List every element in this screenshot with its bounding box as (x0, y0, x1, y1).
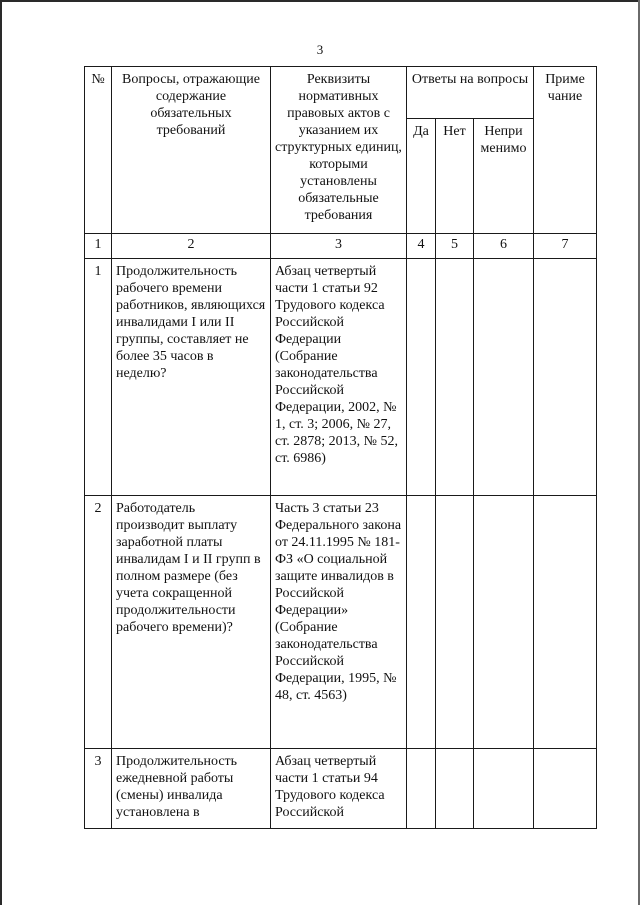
column-index-3: 3 (271, 234, 407, 259)
header-row-top (85, 67, 597, 119)
answer-yes-cell (407, 496, 436, 749)
table-row (85, 749, 597, 829)
note-cell (534, 749, 597, 829)
row-number: 3 (85, 749, 112, 829)
row-requisites: Абзац четвертый части 1 статьи 94 Трудового кодекса Российской (271, 749, 407, 829)
header-not-applicable: Непри менимо (474, 119, 534, 234)
page-number: 3 (316, 42, 324, 57)
note-cell (534, 496, 597, 749)
answer-yes-cell (407, 749, 436, 829)
requirements-table (84, 66, 597, 829)
answer-na-cell (474, 749, 534, 829)
row-requisites: Часть 3 статьи 23 Федерального закона от 24.11.1995 № 181-ФЗ «О социальной защите инвалидов в Российской Федерации» (Собрание законодательства Российской Федерации, 1995, № 48, ст. 4563) (271, 496, 407, 749)
row-question: Работодатель производит выплату заработной платы инвалидам I и II групп в полном размере (без учета сокращенной продолжительности рабочего времени)? (112, 496, 271, 749)
row-requisites: Абзац четвертый части 1 статьи 92 Трудового кодекса Российской Федерации (Собрание законодательства Российской Федерации, 2002, № 1, ст. 3; 2006, № 27, ст. 2878; 2013, № 52, ст. 6986) (271, 259, 407, 496)
row-number: 1 (85, 259, 112, 496)
answer-no-cell (436, 259, 474, 496)
scan-edge-left (0, 0, 2, 905)
answer-na-cell (474, 259, 534, 496)
answer-no-cell (436, 496, 474, 749)
note-cell (534, 259, 597, 496)
header-no: Нет (436, 119, 474, 234)
table-row (85, 496, 597, 749)
header-yes: Да (407, 119, 436, 234)
answer-na-cell (474, 496, 534, 749)
column-index-4: 4 (407, 234, 436, 259)
header-answers: Ответы на вопросы (407, 67, 534, 119)
column-index-2: 2 (112, 234, 271, 259)
column-index-7: 7 (534, 234, 597, 259)
row-question: Продолжительность рабочего времени работников, являющихся инвалидами I или II группы, составляет не более 35 часов в неделю? (112, 259, 271, 496)
column-index-row (85, 234, 597, 259)
column-index-1: 1 (85, 234, 112, 259)
table-row (85, 259, 597, 496)
column-index-5: 5 (436, 234, 474, 259)
row-number: 2 (85, 496, 112, 749)
column-index-6: 6 (474, 234, 534, 259)
answer-no-cell (436, 749, 474, 829)
header-num: № (85, 67, 112, 234)
header-note: Приме чание (534, 67, 597, 234)
header-questions: Вопросы, отражающие содержание обязательных требований (112, 67, 271, 234)
header-requisites: Реквизиты нормативных правовых актов с указанием их структурных единиц, которыми установлены обязательные требования (271, 67, 407, 234)
row-question: Продолжительность ежедневной работы (смены) инвалида установлена в (112, 749, 271, 829)
answer-yes-cell (407, 259, 436, 496)
scan-edge-top (0, 0, 640, 2)
